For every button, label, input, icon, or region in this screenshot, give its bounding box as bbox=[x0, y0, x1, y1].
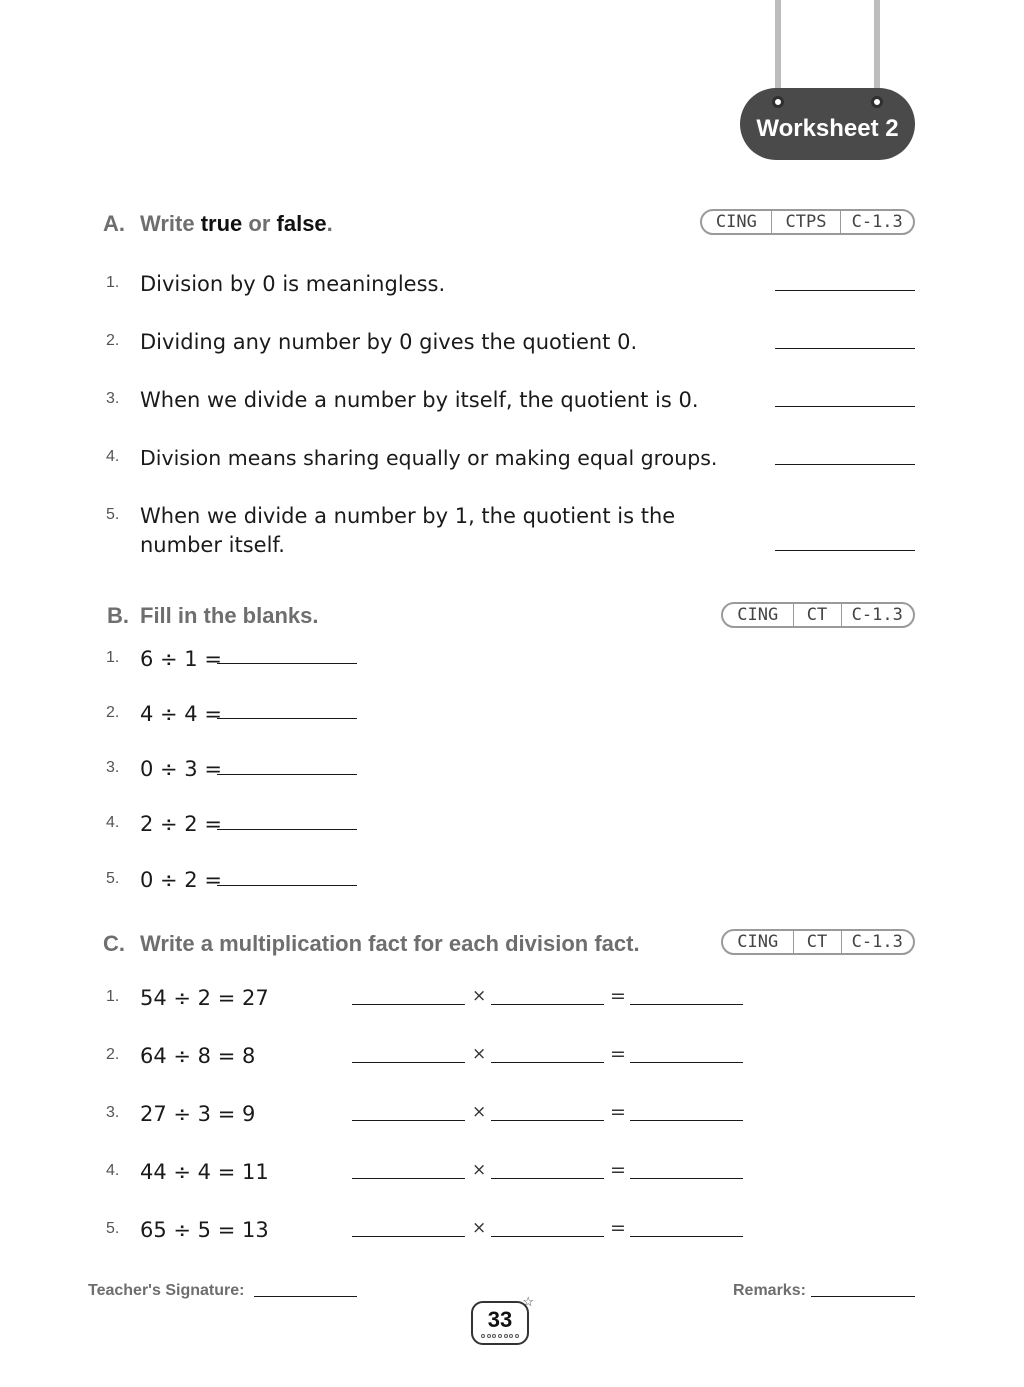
worksheet-tag: Worksheet 2 bbox=[740, 88, 915, 160]
skill-chip: C-1.3 bbox=[841, 604, 913, 626]
section-c-skill-chips bbox=[721, 929, 915, 955]
product-blank[interactable] bbox=[630, 1236, 743, 1237]
statement-text: Division means sharing equally or making equal groups. bbox=[140, 446, 718, 470]
page-number: 33 bbox=[487, 1307, 513, 1332]
equals-symbol: = bbox=[610, 1159, 626, 1181]
item-number: 3. bbox=[106, 1104, 120, 1121]
page-number-badge bbox=[471, 1294, 534, 1345]
answer-blank[interactable] bbox=[775, 406, 915, 407]
equals-symbol: = bbox=[610, 1101, 626, 1123]
section-c-heading: C. Write a multiplication fact for each division fact. bbox=[103, 931, 640, 956]
teacher-signature-blank[interactable] bbox=[254, 1296, 357, 1297]
section-a-skill-chips bbox=[700, 209, 915, 235]
tag-hole-right bbox=[871, 96, 883, 108]
division-fact: 65 ÷ 5 = 13 bbox=[140, 1218, 269, 1242]
equals-symbol: = bbox=[610, 985, 626, 1007]
times-symbol: × bbox=[472, 986, 487, 1006]
section-a-letter: A. bbox=[103, 211, 125, 236]
answer-blank[interactable] bbox=[217, 829, 357, 830]
factor-blank[interactable] bbox=[491, 1120, 604, 1121]
times-symbol: × bbox=[472, 1218, 487, 1238]
answer-blank[interactable] bbox=[775, 348, 915, 349]
answer-blank[interactable] bbox=[217, 774, 357, 775]
answer-blank[interactable] bbox=[217, 885, 357, 886]
remarks-blank[interactable] bbox=[811, 1296, 915, 1297]
item-number: 3. bbox=[106, 390, 120, 407]
equals-symbol: = bbox=[610, 1217, 626, 1239]
factor-blank[interactable] bbox=[352, 1120, 465, 1121]
teacher-signature-label: Teacher's Signature: bbox=[88, 1282, 245, 1299]
statement-text: When we divide a number by 1, the quotient is the bbox=[140, 504, 676, 528]
skill-chip: CTPS bbox=[771, 211, 841, 233]
tag-hole-left bbox=[772, 96, 784, 108]
factor-blank[interactable] bbox=[352, 1178, 465, 1179]
item-number: 4. bbox=[106, 814, 120, 831]
remarks-label: Remarks: bbox=[733, 1282, 806, 1299]
item-number: 5. bbox=[106, 870, 120, 887]
division-fact: 64 ÷ 8 = 8 bbox=[140, 1044, 256, 1068]
times-symbol: × bbox=[472, 1102, 487, 1122]
skill-chip: CING bbox=[737, 605, 779, 625]
item-number: 5. bbox=[106, 506, 120, 523]
division-fact: 27 ÷ 3 = 9 bbox=[140, 1102, 256, 1126]
item-number: 1. bbox=[106, 274, 120, 291]
division-expression: 2 ÷ 2 = bbox=[140, 812, 222, 836]
answer-blank[interactable] bbox=[217, 718, 357, 719]
skill-chip: C-1.3 bbox=[841, 931, 913, 953]
factor-blank[interactable] bbox=[491, 1062, 604, 1063]
word-true: true bbox=[200, 211, 243, 236]
answer-blank[interactable] bbox=[775, 290, 915, 291]
item-number: 4. bbox=[106, 448, 120, 465]
skill-chip: CT bbox=[793, 931, 841, 953]
item-number: 2. bbox=[106, 1046, 120, 1063]
division-expression: 4 ÷ 4 = bbox=[140, 702, 222, 726]
statement-text: Dividing any number by 0 gives the quotient 0. bbox=[140, 330, 638, 354]
division-fact: 44 ÷ 4 = 11 bbox=[140, 1160, 269, 1184]
division-fact: 54 ÷ 2 = 27 bbox=[140, 986, 269, 1010]
skill-chip: CING bbox=[737, 932, 779, 952]
statement-text: Division by 0 is meaningless. bbox=[140, 272, 446, 296]
division-expression: 6 ÷ 1 = bbox=[140, 647, 222, 671]
factor-blank[interactable] bbox=[352, 1062, 465, 1063]
section-b-skill-chips bbox=[721, 602, 915, 628]
factor-blank[interactable] bbox=[352, 1236, 465, 1237]
equals-symbol: = bbox=[610, 1043, 626, 1065]
factor-blank[interactable] bbox=[491, 1236, 604, 1237]
section-a-heading: A. Write true or false. bbox=[103, 211, 333, 236]
division-expression: 0 ÷ 3 = bbox=[140, 757, 222, 781]
badge-dots bbox=[481, 1334, 519, 1340]
skill-chip: CING bbox=[715, 212, 757, 232]
statement-text: When we divide a number by itself, the quotient is 0. bbox=[140, 388, 699, 412]
tag-cord-right bbox=[874, 0, 880, 96]
section-b-heading: B. Fill in the blanks. bbox=[107, 603, 319, 628]
skill-chip: C-1.3 bbox=[840, 211, 913, 233]
statement-text-continued: number itself. bbox=[140, 533, 285, 557]
product-blank[interactable] bbox=[630, 1178, 743, 1179]
product-blank[interactable] bbox=[630, 1004, 743, 1005]
item-number: 1. bbox=[106, 649, 120, 666]
tag-cord-left bbox=[775, 0, 781, 96]
item-number: 2. bbox=[106, 332, 120, 349]
section-c-letter: C. bbox=[103, 931, 125, 956]
word-false: false bbox=[276, 211, 327, 236]
answer-blank[interactable] bbox=[217, 663, 357, 664]
times-symbol: × bbox=[472, 1044, 487, 1064]
item-number: 1. bbox=[106, 988, 120, 1005]
times-symbol: × bbox=[472, 1160, 487, 1180]
item-number: 5. bbox=[106, 1220, 120, 1237]
answer-blank[interactable] bbox=[775, 550, 915, 551]
factor-blank[interactable] bbox=[352, 1004, 465, 1005]
product-blank[interactable] bbox=[630, 1120, 743, 1121]
factor-blank[interactable] bbox=[491, 1004, 604, 1005]
item-number: 4. bbox=[106, 1162, 120, 1179]
product-blank[interactable] bbox=[630, 1062, 743, 1063]
star-icon: ☆ bbox=[522, 1294, 534, 1309]
item-number: 2. bbox=[106, 704, 120, 721]
item-number: 3. bbox=[106, 759, 120, 776]
skill-chip: CT bbox=[793, 604, 841, 626]
section-b-letter: B. bbox=[107, 603, 129, 628]
factor-blank[interactable] bbox=[491, 1178, 604, 1179]
answer-blank[interactable] bbox=[775, 464, 915, 465]
division-expression: 0 ÷ 2 = bbox=[140, 868, 222, 892]
